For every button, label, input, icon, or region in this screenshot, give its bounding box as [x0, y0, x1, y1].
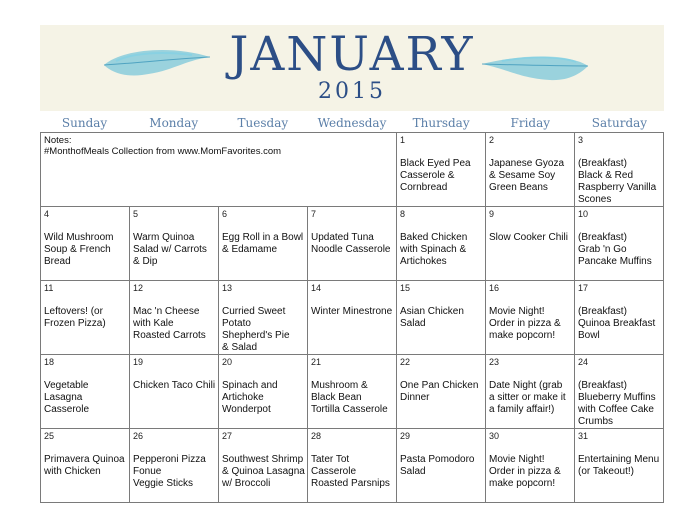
day-cell [41, 355, 130, 429]
meal-text: Wild Mushroom Soup & French Bread [44, 232, 114, 267]
calendar-header-banner [40, 25, 664, 111]
month-title: JANUARY [229, 27, 475, 82]
meal-text: Pasta Pomodoro Salad [400, 454, 475, 477]
meal-text: Updated Tuna Noodle Casserole [311, 232, 391, 255]
day-number: 29 [400, 431, 411, 441]
day-number: 21 [311, 357, 322, 367]
day-number: 31 [578, 431, 589, 441]
day-number: 5 [133, 209, 139, 219]
day-number: 14 [311, 283, 322, 293]
meal-text: Curried Sweet Potato Shepherd's Pie & Salad [222, 306, 290, 353]
weekday-sunday: Sunday [61, 116, 108, 130]
meal-text: (Breakfast) Black & Red Raspberry Vanilla Scones [578, 158, 657, 205]
day-cell [308, 429, 397, 503]
day-number: 19 [133, 357, 144, 367]
day-cell [308, 207, 397, 281]
weekday-thursday: Thursday [412, 116, 470, 130]
meal-text: Date Night (grab a sitter or make it a family affair!) [489, 380, 566, 415]
notes-text: #MonthofMeals Collection from www.MomFavorites.com [44, 146, 282, 157]
meal-text: Movie Night! Order in pizza & make popcorn! [489, 454, 561, 489]
meal-text: Warm Quinoa Salad w/ Carrots & Dip [133, 232, 207, 267]
meal-text: Asian Chicken Salad [400, 306, 464, 329]
day-cell [575, 355, 664, 429]
day-number: 9 [489, 209, 495, 219]
meal-text: Entertaining Menu (or Takeout!) [578, 454, 660, 477]
day-cell [397, 429, 486, 503]
day-number: 8 [400, 209, 406, 219]
day-cell [397, 355, 486, 429]
meal-text: Japanese Gyoza & Sesame Soy Green Beans [489, 158, 565, 193]
meal-text: Leftovers! (or Frozen Pizza) [44, 306, 106, 329]
meal-text: Movie Night! Order in pizza & make popcorn! [489, 306, 561, 341]
day-number: 30 [489, 431, 500, 441]
calendar-grid [40, 132, 664, 503]
meal-text: (Breakfast) Grab 'n Go Pancake Muffins [578, 232, 652, 267]
meal-text: Spinach and Artichoke Wonderpot [222, 380, 278, 415]
day-number: 24 [578, 357, 589, 367]
meal-text: Southwest Shrimp & Quinoa Lasagna w/ Broccoli [222, 454, 305, 489]
day-cell [575, 281, 664, 355]
meal-text: Chicken Taco Chili [133, 380, 216, 391]
day-number: 16 [489, 283, 500, 293]
day-number: 28 [311, 431, 322, 441]
day-number: 25 [44, 431, 55, 441]
day-number: 10 [578, 209, 589, 219]
day-cell [486, 207, 575, 281]
meal-text: Pepperoni Pizza Fonue Veggie Sticks [133, 454, 206, 489]
weekday-wednesday: Wednesday [317, 116, 387, 130]
day-number: 7 [311, 209, 317, 219]
meal-text: (Breakfast) Quinoa Breakfast Bowl [578, 306, 656, 341]
meal-text: Egg Roll in a Bowl & Edamame [222, 232, 304, 255]
meal-text: One Pan Chicken Dinner [400, 380, 479, 403]
day-number: 20 [222, 357, 233, 367]
day-cell [219, 355, 308, 429]
meal-text: Mac 'n Cheese with Kale Roasted Carrots [133, 306, 206, 341]
day-cell [130, 355, 219, 429]
day-number: 27 [222, 431, 233, 441]
day-cell [486, 133, 575, 207]
weekday-monday: Monday [149, 116, 199, 130]
notes-cell [41, 133, 397, 207]
day-cell [41, 429, 130, 503]
meal-text: Slow Cooker Chili [489, 232, 568, 243]
meal-text: Black Eyed Pea Casserole & Cornbread [400, 158, 471, 193]
day-cell [575, 429, 664, 503]
notes-label: Notes: [44, 135, 72, 146]
day-number: 1 [400, 135, 406, 145]
day-number: 13 [222, 283, 233, 293]
day-number: 12 [133, 283, 144, 293]
day-cell [219, 429, 308, 503]
weekday-tuesday: Tuesday [237, 116, 289, 130]
day-cell [219, 207, 308, 281]
day-cell [397, 281, 486, 355]
day-number: 2 [489, 135, 495, 145]
weekday-saturday: Saturday [591, 116, 648, 130]
day-cell [486, 281, 575, 355]
day-cell [575, 207, 664, 281]
meal-text: Primavera Quinoa with Chicken [44, 454, 125, 477]
day-cell [397, 207, 486, 281]
day-number: 4 [44, 209, 50, 219]
meal-text: Mushroom & Black Bean Tortilla Casserole [311, 380, 388, 415]
meal-text: Winter Minestrone [311, 306, 393, 317]
weekday-friday: Friday [510, 116, 551, 130]
day-cell [397, 133, 486, 207]
day-cell [130, 281, 219, 355]
day-number: 26 [133, 431, 144, 441]
day-cell [575, 133, 664, 207]
day-cell [41, 207, 130, 281]
meal-text: Vegetable Lasagna Casserole [44, 380, 90, 415]
day-number: 11 [44, 283, 54, 293]
day-cell [486, 355, 575, 429]
day-cell [41, 281, 130, 355]
meal-text: (Breakfast) Blueberry Muffins with Coffee Cake Crumbs [578, 380, 656, 427]
year-title: 2015 [318, 79, 386, 104]
day-cell [308, 355, 397, 429]
weekday-header-row [40, 114, 664, 132]
day-number: 17 [578, 283, 589, 293]
day-number: 22 [400, 357, 411, 367]
day-number: 6 [222, 209, 228, 219]
day-cell [130, 429, 219, 503]
day-number: 15 [400, 283, 411, 293]
day-number: 18 [44, 357, 55, 367]
meal-text: Tater Tot Casserole Roasted Parsnips [311, 454, 390, 489]
day-cell [130, 207, 219, 281]
day-number: 3 [578, 135, 584, 145]
day-cell [219, 281, 308, 355]
day-number: 23 [489, 357, 500, 367]
meal-text: Baked Chicken with Spinach & Artichokes [400, 232, 468, 267]
day-cell [308, 281, 397, 355]
day-cell [486, 429, 575, 503]
